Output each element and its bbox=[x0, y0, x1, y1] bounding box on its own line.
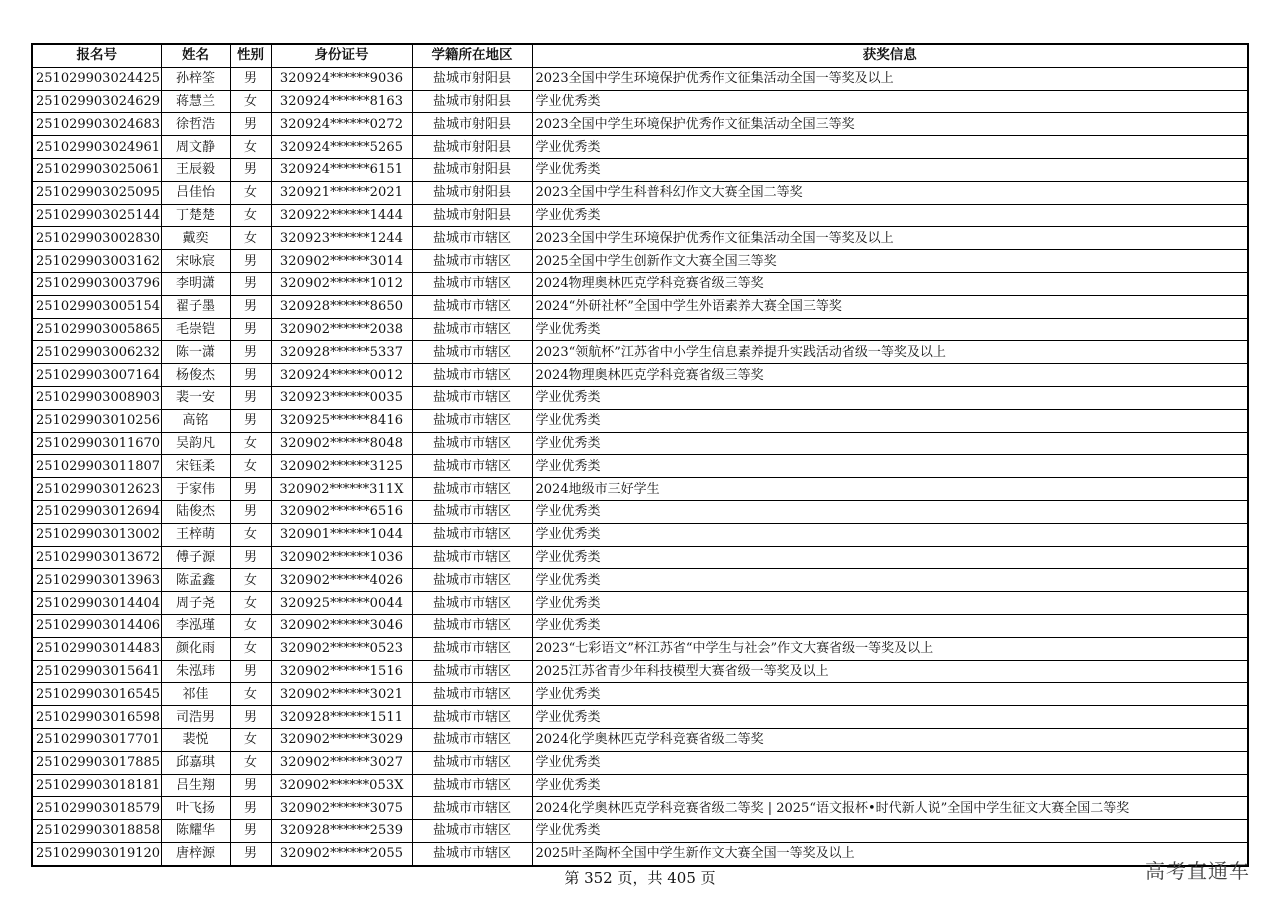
cell-region: 盐城市市辖区 bbox=[412, 569, 532, 592]
cell-name: 陈孟鑫 bbox=[161, 569, 230, 592]
cell-name: 叶飞扬 bbox=[161, 797, 230, 820]
cell-region: 盐城市市辖区 bbox=[412, 364, 532, 387]
cell-registration-no: 251029903019120 bbox=[32, 842, 161, 865]
cell-id-number: 320902******4026 bbox=[271, 569, 412, 592]
cell-registration-no: 251029903018579 bbox=[32, 797, 161, 820]
cell-region: 盐城市市辖区 bbox=[412, 774, 532, 797]
awards-table bbox=[31, 43, 1249, 867]
cell-region: 盐城市市辖区 bbox=[412, 432, 532, 455]
cell-gender: 男 bbox=[230, 660, 271, 683]
table-row bbox=[32, 295, 1248, 318]
cell-registration-no: 251029903016598 bbox=[32, 706, 161, 729]
cell-award-info: 2023全国中学生环境保护优秀作文征集活动全国一等奖及以上 bbox=[532, 67, 1248, 90]
cell-registration-no: 251029903008903 bbox=[32, 386, 161, 409]
cell-id-number: 320923******1244 bbox=[271, 227, 412, 250]
cell-award-info: 学业优秀类 bbox=[532, 820, 1248, 843]
cell-region: 盐城市市辖区 bbox=[412, 614, 532, 637]
cell-name: 宋咏宸 bbox=[161, 250, 230, 273]
table-row bbox=[32, 250, 1248, 273]
cell-region: 盐城市射阳县 bbox=[412, 113, 532, 136]
cell-gender: 男 bbox=[230, 546, 271, 569]
table-row bbox=[32, 569, 1248, 592]
cell-gender: 女 bbox=[230, 455, 271, 478]
header-region: 学籍所在地区 bbox=[412, 44, 532, 67]
cell-award-info: 学业优秀类 bbox=[532, 432, 1248, 455]
cell-gender: 女 bbox=[230, 181, 271, 204]
cell-name: 陈一潇 bbox=[161, 341, 230, 364]
cell-id-number: 320924******8163 bbox=[271, 90, 412, 113]
cell-region: 盐城市市辖区 bbox=[412, 295, 532, 318]
table-row bbox=[32, 706, 1248, 729]
cell-id-number: 320902******0523 bbox=[271, 637, 412, 660]
table-row bbox=[32, 272, 1248, 295]
cell-name: 邱嘉琪 bbox=[161, 751, 230, 774]
cell-region: 盐城市市辖区 bbox=[412, 842, 532, 865]
table-row bbox=[32, 113, 1248, 136]
table-row bbox=[32, 614, 1248, 637]
cell-registration-no: 251029903011670 bbox=[32, 432, 161, 455]
cell-award-info: 学业优秀类 bbox=[532, 318, 1248, 341]
cell-name: 陈耀华 bbox=[161, 820, 230, 843]
table-row bbox=[32, 204, 1248, 227]
cell-name: 李泓瑾 bbox=[161, 614, 230, 637]
page-number: 第 352 页，共 405 页 bbox=[564, 869, 716, 887]
cell-registration-no: 251029903014483 bbox=[32, 637, 161, 660]
table-row bbox=[32, 660, 1248, 683]
cell-region: 盐城市市辖区 bbox=[412, 250, 532, 273]
cell-award-info: 2023全国中学生环境保护优秀作文征集活动全国三等奖 bbox=[532, 113, 1248, 136]
cell-name: 唐梓源 bbox=[161, 842, 230, 865]
cell-id-number: 320902******3046 bbox=[271, 614, 412, 637]
cell-gender: 女 bbox=[230, 90, 271, 113]
cell-id-number: 320928******8650 bbox=[271, 295, 412, 318]
cell-region: 盐城市市辖区 bbox=[412, 523, 532, 546]
cell-id-number: 320923******0035 bbox=[271, 386, 412, 409]
cell-award-info: 2023“领航杯”江苏省中小学生信息素养提升实践活动省级一等奖及以上 bbox=[532, 341, 1248, 364]
cell-gender: 女 bbox=[230, 751, 271, 774]
cell-name: 于家伟 bbox=[161, 478, 230, 501]
table-row bbox=[32, 728, 1248, 751]
cell-registration-no: 251029903003796 bbox=[32, 272, 161, 295]
table-row bbox=[32, 637, 1248, 660]
cell-award-info: 学业优秀类 bbox=[532, 158, 1248, 181]
cell-award-info: 学业优秀类 bbox=[532, 614, 1248, 637]
table-row bbox=[32, 797, 1248, 820]
cell-name: 傅子源 bbox=[161, 546, 230, 569]
cell-registration-no: 251029903005154 bbox=[32, 295, 161, 318]
cell-gender: 男 bbox=[230, 500, 271, 523]
cell-id-number: 320902******2038 bbox=[271, 318, 412, 341]
cell-id-number: 320902******1012 bbox=[271, 272, 412, 295]
cell-registration-no: 251029903012694 bbox=[32, 500, 161, 523]
cell-name: 毛崇铠 bbox=[161, 318, 230, 341]
cell-name: 王辰毅 bbox=[161, 158, 230, 181]
cell-award-info: 学业优秀类 bbox=[532, 706, 1248, 729]
header-id-number: 身份证号 bbox=[271, 44, 412, 67]
cell-award-info: 2023全国中学生科普科幻作文大赛全国二等奖 bbox=[532, 181, 1248, 204]
table-row bbox=[32, 364, 1248, 387]
cell-gender: 女 bbox=[230, 523, 271, 546]
cell-registration-no: 251029903025061 bbox=[32, 158, 161, 181]
cell-registration-no: 251029903013002 bbox=[32, 523, 161, 546]
table-row bbox=[32, 478, 1248, 501]
cell-award-info: 2024物理奥林匹克学科竞赛省级三等奖 bbox=[532, 364, 1248, 387]
cell-gender: 男 bbox=[230, 774, 271, 797]
cell-id-number: 320902******053X bbox=[271, 774, 412, 797]
cell-award-info: 学业优秀类 bbox=[532, 386, 1248, 409]
table-row bbox=[32, 386, 1248, 409]
cell-region: 盐城市市辖区 bbox=[412, 660, 532, 683]
cell-region: 盐城市市辖区 bbox=[412, 478, 532, 501]
table-row bbox=[32, 181, 1248, 204]
cell-id-number: 320921******2021 bbox=[271, 181, 412, 204]
cell-name: 吕佳怡 bbox=[161, 181, 230, 204]
table-row bbox=[32, 67, 1248, 90]
cell-gender: 女 bbox=[230, 569, 271, 592]
cell-id-number: 320924******5265 bbox=[271, 136, 412, 159]
cell-registration-no: 251029903013963 bbox=[32, 569, 161, 592]
cell-award-info: 2025叶圣陶杯全国中学生新作文大赛全国一等奖及以上 bbox=[532, 842, 1248, 865]
cell-name: 周文静 bbox=[161, 136, 230, 159]
cell-gender: 女 bbox=[230, 592, 271, 615]
cell-award-info: 学业优秀类 bbox=[532, 546, 1248, 569]
header-registration-no: 报名号 bbox=[32, 44, 161, 67]
cell-registration-no: 251029903013672 bbox=[32, 546, 161, 569]
cell-name: 戴奕 bbox=[161, 227, 230, 250]
cell-id-number: 320924******6151 bbox=[271, 158, 412, 181]
table-row bbox=[32, 546, 1248, 569]
table-row bbox=[32, 227, 1248, 250]
cell-award-info: 学业优秀类 bbox=[532, 455, 1248, 478]
cell-region: 盐城市市辖区 bbox=[412, 683, 532, 706]
cell-registration-no: 251029903003162 bbox=[32, 250, 161, 273]
cell-registration-no: 251029903005865 bbox=[32, 318, 161, 341]
table-body bbox=[32, 67, 1248, 865]
cell-region: 盐城市市辖区 bbox=[412, 272, 532, 295]
cell-gender: 女 bbox=[230, 136, 271, 159]
cell-award-info: 2024物理奥林匹克学科竞赛省级三等奖 bbox=[532, 272, 1248, 295]
cell-gender: 男 bbox=[230, 797, 271, 820]
cell-id-number: 320928******1511 bbox=[271, 706, 412, 729]
header-award-info: 获奖信息 bbox=[532, 44, 1248, 67]
cell-gender: 男 bbox=[230, 364, 271, 387]
cell-region: 盐城市射阳县 bbox=[412, 204, 532, 227]
cell-region: 盐城市射阳县 bbox=[412, 136, 532, 159]
cell-registration-no: 251029903024629 bbox=[32, 90, 161, 113]
cell-id-number: 320924******0272 bbox=[271, 113, 412, 136]
cell-award-info: 2025江苏省青少年科技模型大赛省级一等奖及以上 bbox=[532, 660, 1248, 683]
table-row bbox=[32, 500, 1248, 523]
cell-name: 孙梓筌 bbox=[161, 67, 230, 90]
cell-registration-no: 251029903017701 bbox=[32, 728, 161, 751]
table-row bbox=[32, 158, 1248, 181]
cell-region: 盐城市市辖区 bbox=[412, 706, 532, 729]
table-row bbox=[32, 341, 1248, 364]
cell-award-info: 2024地级市三好学生 bbox=[532, 478, 1248, 501]
cell-gender: 女 bbox=[230, 637, 271, 660]
cell-registration-no: 251029903016545 bbox=[32, 683, 161, 706]
table-row bbox=[32, 523, 1248, 546]
cell-gender: 女 bbox=[230, 432, 271, 455]
cell-region: 盐城市射阳县 bbox=[412, 158, 532, 181]
cell-id-number: 320901******1044 bbox=[271, 523, 412, 546]
cell-region: 盐城市市辖区 bbox=[412, 318, 532, 341]
table-row bbox=[32, 90, 1248, 113]
cell-name: 李明潇 bbox=[161, 272, 230, 295]
header-gender: 性别 bbox=[230, 44, 271, 67]
cell-name: 裴一安 bbox=[161, 386, 230, 409]
cell-name: 裴悦 bbox=[161, 728, 230, 751]
cell-registration-no: 251029903025144 bbox=[32, 204, 161, 227]
cell-id-number: 320925******8416 bbox=[271, 409, 412, 432]
cell-gender: 女 bbox=[230, 227, 271, 250]
cell-registration-no: 251029903015641 bbox=[32, 660, 161, 683]
cell-gender: 女 bbox=[230, 728, 271, 751]
cell-name: 朱泓玮 bbox=[161, 660, 230, 683]
cell-id-number: 320902******8048 bbox=[271, 432, 412, 455]
cell-region: 盐城市市辖区 bbox=[412, 797, 532, 820]
table-row bbox=[32, 455, 1248, 478]
cell-gender: 男 bbox=[230, 158, 271, 181]
cell-gender: 男 bbox=[230, 386, 271, 409]
cell-registration-no: 251029903024683 bbox=[32, 113, 161, 136]
cell-gender: 女 bbox=[230, 614, 271, 637]
cell-award-info: 学业优秀类 bbox=[532, 500, 1248, 523]
cell-registration-no: 251029903024961 bbox=[32, 136, 161, 159]
cell-region: 盐城市市辖区 bbox=[412, 592, 532, 615]
cell-id-number: 320902******311X bbox=[271, 478, 412, 501]
cell-award-info: 学业优秀类 bbox=[532, 683, 1248, 706]
cell-name: 徐哲浩 bbox=[161, 113, 230, 136]
cell-name: 宋钰柔 bbox=[161, 455, 230, 478]
cell-id-number: 320925******0044 bbox=[271, 592, 412, 615]
cell-registration-no: 251029903017885 bbox=[32, 751, 161, 774]
cell-award-info: 2024“外研社杯”全国中学生外语素养大赛全国三等奖 bbox=[532, 295, 1248, 318]
cell-region: 盐城市射阳县 bbox=[412, 67, 532, 90]
cell-gender: 男 bbox=[230, 820, 271, 843]
cell-award-info: 2025全国中学生创新作文大赛全国三等奖 bbox=[532, 250, 1248, 273]
cell-name: 吕生翔 bbox=[161, 774, 230, 797]
cell-name: 陆俊杰 bbox=[161, 500, 230, 523]
cell-gender: 女 bbox=[230, 683, 271, 706]
table-row bbox=[32, 592, 1248, 615]
table-row bbox=[32, 774, 1248, 797]
cell-id-number: 320902******3125 bbox=[271, 455, 412, 478]
cell-region: 盐城市射阳县 bbox=[412, 181, 532, 204]
cell-name: 丁楚楚 bbox=[161, 204, 230, 227]
cell-gender: 男 bbox=[230, 409, 271, 432]
cell-region: 盐城市市辖区 bbox=[412, 820, 532, 843]
cell-region: 盐城市市辖区 bbox=[412, 386, 532, 409]
cell-name: 杨俊杰 bbox=[161, 364, 230, 387]
table-row bbox=[32, 409, 1248, 432]
table-row bbox=[32, 842, 1248, 865]
watermark: 高考直通车 bbox=[1145, 859, 1250, 883]
cell-registration-no: 251029903025095 bbox=[32, 181, 161, 204]
table-header-row bbox=[32, 44, 1248, 67]
cell-registration-no: 251029903002830 bbox=[32, 227, 161, 250]
cell-award-info: 学业优秀类 bbox=[532, 523, 1248, 546]
cell-id-number: 320922******1444 bbox=[271, 204, 412, 227]
cell-award-info: 2024化学奥林匹克学科竞赛省级二等奖 | 2025“语文报杯•时代新人说”全国中学生征文大赛全国二等奖 bbox=[532, 797, 1248, 820]
cell-award-info: 学业优秀类 bbox=[532, 592, 1248, 615]
cell-award-info: 2024化学奥林匹克学科竞赛省级二等奖 bbox=[532, 728, 1248, 751]
cell-gender: 男 bbox=[230, 250, 271, 273]
cell-gender: 男 bbox=[230, 706, 271, 729]
cell-award-info: 学业优秀类 bbox=[532, 136, 1248, 159]
cell-award-info: 学业优秀类 bbox=[532, 90, 1248, 113]
cell-id-number: 320902******3075 bbox=[271, 797, 412, 820]
cell-gender: 女 bbox=[230, 204, 271, 227]
table-row bbox=[32, 136, 1248, 159]
cell-registration-no: 251029903007164 bbox=[32, 364, 161, 387]
cell-region: 盐城市市辖区 bbox=[412, 751, 532, 774]
cell-id-number: 320928******5337 bbox=[271, 341, 412, 364]
cell-name: 王梓萌 bbox=[161, 523, 230, 546]
cell-id-number: 320902******1516 bbox=[271, 660, 412, 683]
cell-registration-no: 251029903018858 bbox=[32, 820, 161, 843]
cell-name: 吴韵凡 bbox=[161, 432, 230, 455]
cell-region: 盐城市市辖区 bbox=[412, 341, 532, 364]
cell-name: 颜化雨 bbox=[161, 637, 230, 660]
cell-award-info: 学业优秀类 bbox=[532, 751, 1248, 774]
cell-region: 盐城市射阳县 bbox=[412, 90, 532, 113]
table-row bbox=[32, 318, 1248, 341]
cell-name: 祁佳 bbox=[161, 683, 230, 706]
cell-region: 盐城市市辖区 bbox=[412, 455, 532, 478]
cell-gender: 男 bbox=[230, 318, 271, 341]
table-row bbox=[32, 751, 1248, 774]
cell-id-number: 320902******3021 bbox=[271, 683, 412, 706]
cell-award-info: 2023“七彩语文”杯江苏省“中学生与社会”作文大赛省级一等奖及以上 bbox=[532, 637, 1248, 660]
cell-name: 司浩男 bbox=[161, 706, 230, 729]
cell-award-info: 学业优秀类 bbox=[532, 774, 1248, 797]
cell-registration-no: 251029903018181 bbox=[32, 774, 161, 797]
cell-gender: 男 bbox=[230, 478, 271, 501]
cell-region: 盐城市市辖区 bbox=[412, 227, 532, 250]
cell-name: 蒋慧兰 bbox=[161, 90, 230, 113]
cell-id-number: 320902******2055 bbox=[271, 842, 412, 865]
header-name: 姓名 bbox=[161, 44, 230, 67]
table-row bbox=[32, 820, 1248, 843]
cell-registration-no: 251029903014404 bbox=[32, 592, 161, 615]
cell-region: 盐城市市辖区 bbox=[412, 500, 532, 523]
cell-id-number: 320902******6516 bbox=[271, 500, 412, 523]
table-row bbox=[32, 683, 1248, 706]
cell-registration-no: 251029903006232 bbox=[32, 341, 161, 364]
cell-region: 盐城市市辖区 bbox=[412, 409, 532, 432]
cell-name: 翟子墨 bbox=[161, 295, 230, 318]
cell-award-info: 学业优秀类 bbox=[532, 569, 1248, 592]
cell-gender: 男 bbox=[230, 295, 271, 318]
cell-id-number: 320902******3029 bbox=[271, 728, 412, 751]
cell-id-number: 320924******0012 bbox=[271, 364, 412, 387]
cell-award-info: 2023全国中学生环境保护优秀作文征集活动全国一等奖及以上 bbox=[532, 227, 1248, 250]
cell-gender: 男 bbox=[230, 113, 271, 136]
cell-registration-no: 251029903012623 bbox=[32, 478, 161, 501]
table-row bbox=[32, 432, 1248, 455]
cell-gender: 男 bbox=[230, 67, 271, 90]
cell-name: 高铭 bbox=[161, 409, 230, 432]
cell-gender: 男 bbox=[230, 842, 271, 865]
cell-registration-no: 251029903010256 bbox=[32, 409, 161, 432]
cell-gender: 男 bbox=[230, 272, 271, 295]
cell-id-number: 320902******3014 bbox=[271, 250, 412, 273]
cell-gender: 男 bbox=[230, 341, 271, 364]
cell-name: 周子尧 bbox=[161, 592, 230, 615]
cell-id-number: 320928******2539 bbox=[271, 820, 412, 843]
cell-award-info: 学业优秀类 bbox=[532, 409, 1248, 432]
cell-registration-no: 251029903014406 bbox=[32, 614, 161, 637]
cell-registration-no: 251029903011807 bbox=[32, 455, 161, 478]
cell-id-number: 320924******9036 bbox=[271, 67, 412, 90]
cell-region: 盐城市市辖区 bbox=[412, 637, 532, 660]
cell-award-info: 学业优秀类 bbox=[532, 204, 1248, 227]
cell-region: 盐城市市辖区 bbox=[412, 728, 532, 751]
cell-region: 盐城市市辖区 bbox=[412, 546, 532, 569]
cell-registration-no: 251029903024425 bbox=[32, 67, 161, 90]
cell-id-number: 320902******3027 bbox=[271, 751, 412, 774]
cell-id-number: 320902******1036 bbox=[271, 546, 412, 569]
